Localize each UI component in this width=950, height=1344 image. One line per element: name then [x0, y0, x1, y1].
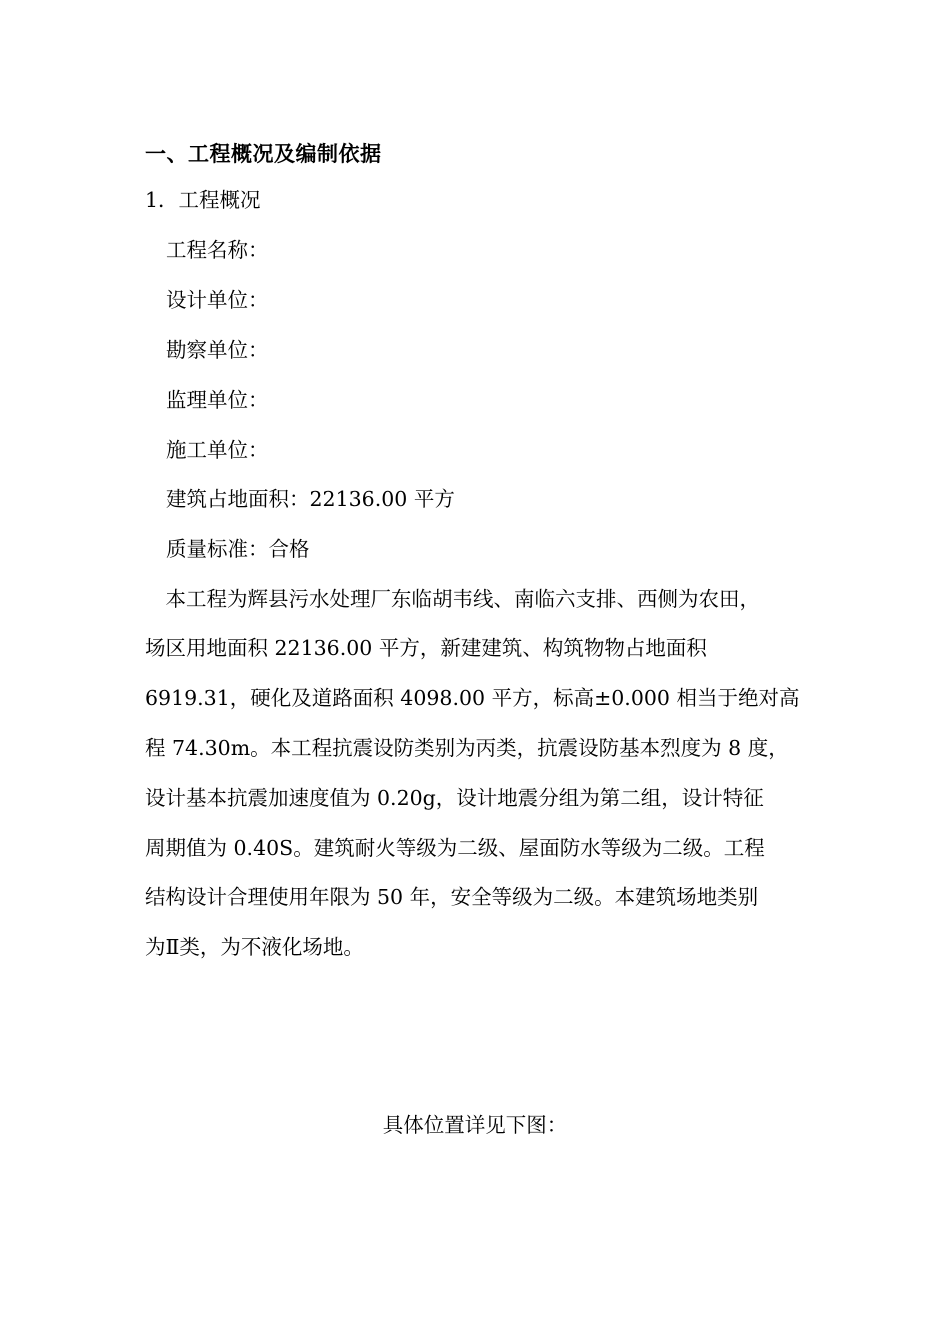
- paragraph-line: 场区用地面积 22136.00 平方，新建建筑、构筑物物占地面积: [145, 636, 707, 660]
- paragraph-line: 6919.31，硬化及道路面积 4098.00 平方，标高±0.000 相当于绝对高: [145, 686, 800, 710]
- field-survey-unit: 勘察单位：: [166, 338, 269, 362]
- paragraph-line: 周期值为 0.40S。建筑耐火等级为二级、屋面防水等级为二级。工程: [145, 836, 765, 860]
- field-construction-unit: 施工单位：: [166, 438, 269, 462]
- section-heading: 一、工程概况及编制依据: [145, 142, 382, 166]
- paragraph-line: 本工程为辉县污水处理厂东临胡韦线、南临六支排、西侧为农田，: [145, 587, 760, 611]
- field-supervision-unit: 监理单位：: [166, 388, 269, 412]
- subsection-heading: 1．工程概况: [145, 188, 261, 212]
- paragraph-line: 设计基本抗震加速度值为 0.20g，设计地震分组为第二组，设计特征: [145, 786, 764, 810]
- paragraph-line: 程 74.30m。本工程抗震设防类别为丙类，抗震设防基本烈度为 8 度，: [145, 736, 789, 760]
- paragraph-line: 结构设计合理使用年限为 50 年，安全等级为二级。本建筑场地类别: [145, 885, 759, 909]
- figure-caption: 具体位置详见下图：: [382, 1113, 568, 1137]
- paragraph-line: 为Ⅱ类，为不液化场地。: [145, 935, 364, 959]
- field-quality-standard: 质量标准：合格: [166, 537, 310, 561]
- field-building-area: 建筑占地面积：22136.00 平方: [166, 487, 455, 511]
- field-project-name: 工程名称：: [166, 238, 269, 262]
- field-design-unit: 设计单位：: [166, 288, 269, 312]
